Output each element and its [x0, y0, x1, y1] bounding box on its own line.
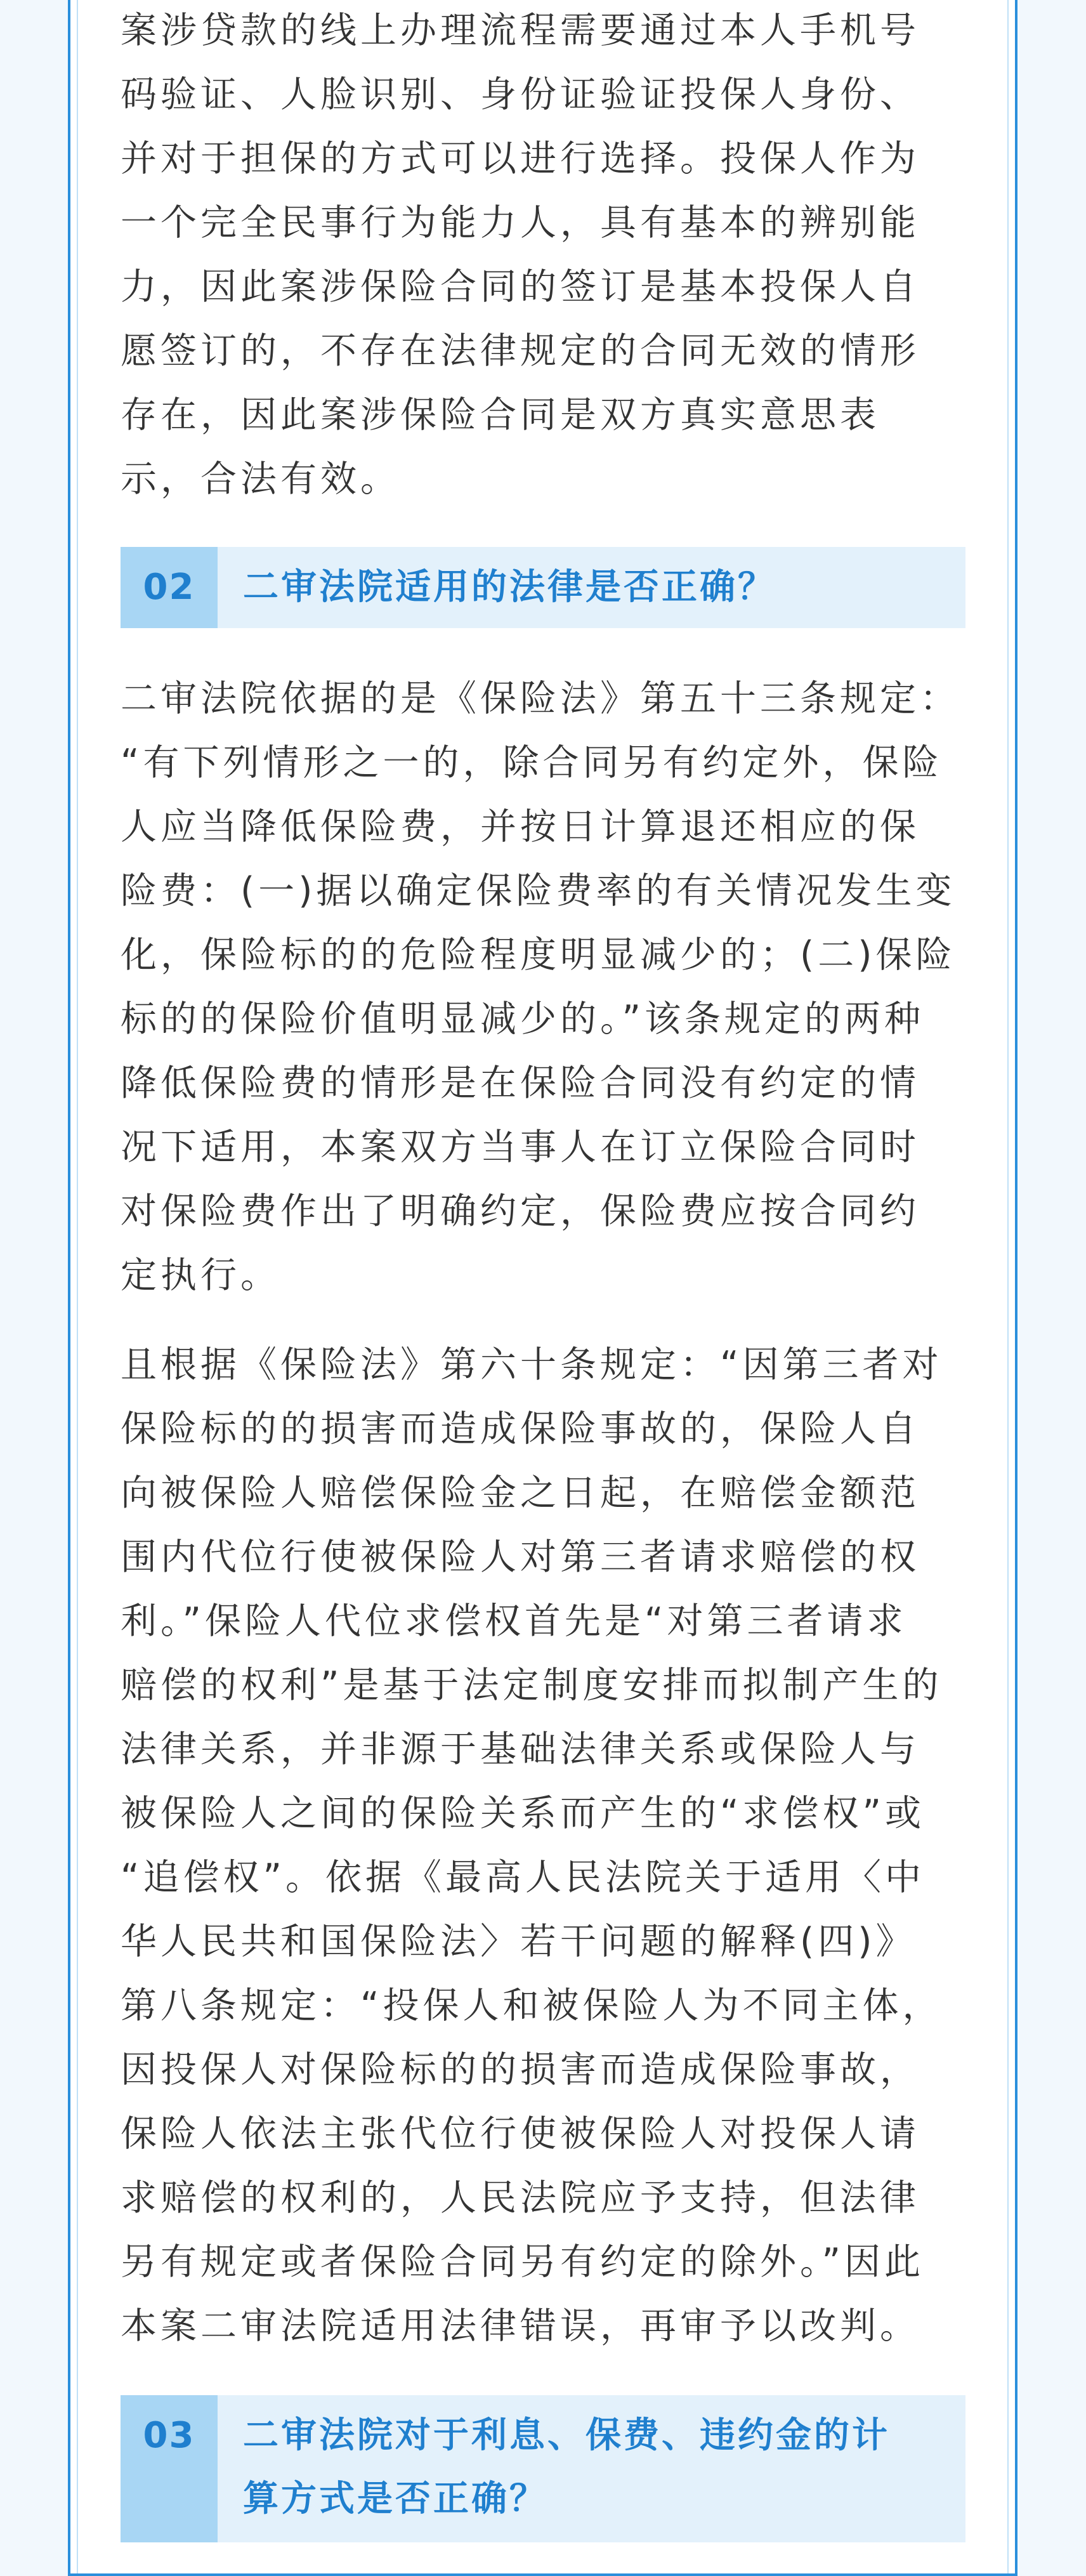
- text-line: 险费：(一)据以确定保险费率的有关情况发生变: [121, 870, 956, 912]
- text-line: 保险人依法主张代位行使被保险人对投保人请: [121, 2113, 920, 2155]
- text-line: 案涉贷款的线上办理流程需要通过本人手机号: [121, 10, 920, 51]
- section-title: 二审法院适用的法律是否正确？: [243, 567, 776, 608]
- text-line: 围内代位行使被保险人对第三者请求赔偿的权: [121, 1536, 920, 1578]
- text-line: 求赔偿的权利的，人民法院应予支持，但法律: [121, 2177, 920, 2219]
- text-line: 对保险费作出了明确约定，保险费应按合同约: [121, 1190, 920, 1232]
- text-line: 法律关系，并非源于基础法律关系或保险人与: [121, 1728, 920, 1770]
- text-line: 降低保险费的情形是在保险合同没有约定的情: [121, 1062, 920, 1104]
- section-title: [218, 2395, 909, 2531]
- text-line: 因投保人对保险标的的损害而造成保险事故，: [121, 2049, 920, 2091]
- text-line: 码验证、人脸识别、身份证验证投保人身份、: [121, 74, 920, 115]
- text-line: “追偿权”。依据《最高人民法院关于适用〈中: [121, 1856, 926, 1898]
- intro-paragraph: [121, 0, 965, 511]
- text-line: 并对于担保的方式可以进行选择。投保人作为: [121, 138, 920, 180]
- section-02-paragraph-2: [121, 1333, 965, 2358]
- text-line: 定执行。: [121, 1254, 280, 1296]
- section-heading-03: [121, 2395, 965, 2542]
- text-line: 况下适用，本案双方当事人在订立保险合同时: [121, 1126, 920, 1168]
- section-number: 03: [121, 2395, 218, 2542]
- text-line: 存在，因此案涉保险合同是双方真实意思表: [121, 394, 880, 436]
- text-line: 愿签订的，不存在法律规定的合同无效的情形: [121, 330, 920, 372]
- text-line: 本案二审法院适用法律错误，再审予以改判。: [121, 2305, 920, 2347]
- section-heading-02: [121, 547, 965, 628]
- text-line: 第八条规定：“投保人和被保险人为不同主体，: [121, 1985, 943, 2027]
- text-line: 示，合法有效。: [121, 458, 400, 500]
- text-line: 力，因此案涉保险合同的签订是基本投保人自: [121, 266, 920, 308]
- text-line: 人应当降低保险费，并按日计算退还相应的保: [121, 806, 920, 848]
- section-number: 02: [121, 547, 218, 628]
- text-line: 另有规定或者保险合同另有约定的除外。”因此: [121, 2241, 925, 2283]
- text-line: 二审法院依据的是《保险法》第五十三条规定：: [121, 678, 960, 720]
- text-line: 且根据《保险法》第六十条规定：“因第三者对: [121, 1344, 943, 1386]
- text-line: 华人民共和国保险法〉若干问题的解释(四)》: [121, 1921, 916, 1962]
- text-line: 化，保险标的的危险程度明显减少的；(二)保险: [121, 934, 956, 976]
- text-line: 赔偿的权利”是基于法定制度安排而拟制产生的: [121, 1664, 943, 1706]
- text-line: 保险标的的损害而造成保险事故的，保险人自: [121, 1408, 920, 1450]
- text-line: 利。”保险人代位求偿权首先是“对第三者请求: [121, 1600, 907, 1642]
- section-title-line: 算方式是否正确？: [243, 2478, 547, 2520]
- text-line: 被保险人之间的保险关系而产生的“求偿权”或: [121, 1792, 926, 1834]
- text-line: 标的的保险价值明显减少的。”该条规定的两种: [121, 998, 925, 1040]
- text-line: 向被保险人赔偿保险金之日起，在赔偿金额范: [121, 1472, 920, 1514]
- text-line: 一个完全民事行为能力人，具有基本的辨别能: [121, 202, 920, 244]
- text-line: “有下列情形之一的，除合同另有约定外，保险: [121, 742, 943, 784]
- section-02-paragraph-1: [121, 667, 965, 1308]
- section-title-line: 二审法院对于利息、保费、违约金的计: [243, 2415, 890, 2456]
